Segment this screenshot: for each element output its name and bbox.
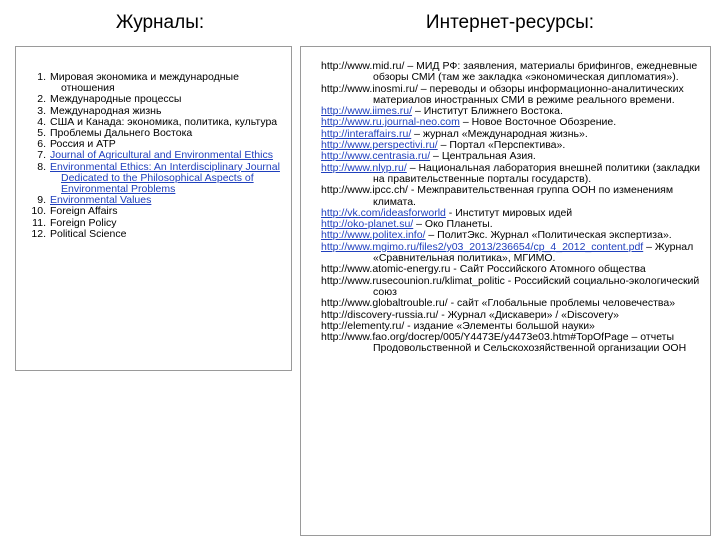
resource-url[interactable]: http://www.iimes.ru/	[321, 105, 413, 118]
resource-url[interactable]: http://www.centrasia.ru/	[321, 150, 431, 163]
resource-description: – Институт Ближнего Востока.	[412, 105, 563, 118]
journals-heading: Журналы:	[115, 12, 205, 33]
resource-list	[321, 61, 701, 355]
journal-title: Международная жизнь	[50, 104, 162, 117]
journal-list	[28, 72, 283, 240]
resource-item	[321, 242, 701, 265]
resource-url[interactable]: http://www.nlyp.ru/	[321, 161, 407, 174]
resource-url: http://www.atomic-energy.ru	[321, 263, 451, 276]
resource-description: – Журнал «Сравнительная политика», МГИМО.	[373, 240, 694, 265]
resource-description: – Око Планеты.	[413, 218, 493, 231]
internet-resources-heading: Интернет-ресурсы:	[425, 12, 595, 33]
resource-description: – Новое Восточное Обозрение.	[459, 116, 617, 129]
journal-item-number: 10.	[31, 205, 46, 218]
journal-title: Россия и АТР	[50, 138, 116, 151]
resource-url[interactable]: http://oko-planet.su/	[321, 218, 414, 231]
journal-title: Foreign Affairs	[50, 205, 118, 218]
resource-url[interactable]: http://www.ru.journal-neo.com	[321, 116, 460, 129]
journal-item-number: 5.	[37, 127, 46, 140]
resource-url: http://www.globaltrouble.ru/	[321, 297, 448, 310]
resource-item	[321, 332, 701, 355]
journal-link[interactable]: Environmental Values	[50, 194, 152, 207]
resource-description: – переводы и обзоры информационно-аналитических материалов иностранных СМИ в режиме реального времени.	[373, 82, 684, 106]
journal-title: Международные процессы	[50, 93, 182, 106]
journal-item-number: 9.	[37, 194, 46, 207]
resources-box	[300, 46, 711, 536]
resource-description: - Журнал «Дискавери» / «Discovery»	[438, 308, 619, 321]
resource-url[interactable]: http://www.mgimo.ru/files2/y03_2013/236654/cp_4_2012_content.pdf	[321, 240, 644, 253]
resource-description: – журнал «Международная жизнь».	[411, 127, 588, 140]
journal-title: Мировая экономика и международные отношения	[50, 71, 239, 95]
resource-url: http://www.ipcc.ch/	[321, 184, 408, 197]
resource-url: http://www.rusecounion.ru/klimat_politic	[321, 274, 505, 287]
resource-item	[321, 163, 701, 186]
journal-item-number: 11.	[32, 216, 46, 229]
journal-item-number: 12.	[31, 227, 46, 240]
resource-url[interactable]: http://www.perspectivi.ru/	[321, 139, 438, 152]
journals-box	[15, 46, 292, 371]
journal-title: Foreign Policy	[50, 216, 117, 229]
resource-url: http://www.inosmi.ru/	[321, 82, 418, 95]
resource-url[interactable]: http://interaffairs.ru/	[321, 127, 412, 140]
journal-item-number: 6.	[37, 138, 46, 151]
resource-description: – отчеты Продовольственной и Сельскохозяйственной организации ООН	[373, 331, 687, 355]
resource-description: – Национальная лаборатория внешней политики (закладки на правительственные порталы государств).	[373, 161, 701, 185]
resource-url: http://www.fao.org/docrep/005/Y4473E/y4473e03.htm#TopOfPage	[321, 331, 629, 344]
resource-description: – Портал «Перспектива».	[437, 139, 566, 152]
journal-item-number: 2.	[37, 93, 46, 106]
resource-description: - Межправительственная группа ООН по изменениям климата.	[373, 184, 674, 208]
resource-description: - издание «Элементы большой науки»	[404, 319, 595, 332]
journal-item-number: 3.	[37, 104, 46, 117]
journal-item	[28, 72, 283, 94]
journal-item-number: 4.	[37, 115, 46, 128]
journal-link[interactable]: Environmental Ethics: An Interdisciplinary Journal Dedicated to the Philosophical Aspects of Environmental Problems	[50, 160, 280, 196]
resource-url: http://elementy.ru/	[321, 319, 405, 332]
resource-description: – МИД РФ: заявления, материалы брифингов, ежедневные обзоры СМИ (там же закладка «экономическая дипломатия»).	[373, 60, 698, 84]
journal-item-number: 7.	[37, 149, 46, 162]
resource-item	[321, 61, 701, 84]
resource-url[interactable]: http://vk.com/ideasforworld	[321, 206, 446, 219]
journal-item[interactable]	[28, 162, 283, 196]
resource-url: http://discovery-russia.ru/	[321, 308, 439, 321]
journal-item-number: 1.	[37, 71, 46, 83]
resource-item	[321, 84, 701, 107]
resource-description: - Институт мировых идей	[445, 206, 573, 219]
resource-description: - Сайт Российского Атомного общества	[450, 263, 646, 276]
journal-item-number: 8.	[37, 160, 46, 173]
resource-description: - сайт «Глобальные проблемы человечества»	[447, 297, 676, 310]
journal-title: США и Канада: экономика, политика, культура	[50, 115, 278, 128]
journal-item	[28, 229, 283, 240]
resource-item	[321, 185, 701, 208]
journal-title: Political Science	[50, 227, 127, 240]
resource-item	[321, 276, 701, 299]
resource-description: – ПолитЭкс. Журнал «Политическая экспертиза».	[425, 229, 672, 242]
resource-description: - Российский социально-экологический союз	[373, 274, 700, 298]
resource-description: – Центральная Азия.	[430, 150, 536, 163]
resource-url: http://www.mid.ru/	[321, 60, 405, 72]
journal-link[interactable]: Journal of Agricultural and Environmental Ethics	[50, 149, 273, 162]
journal-title: Проблемы Дальнего Востока	[50, 127, 193, 140]
resource-url[interactable]: http://www.politex.info/	[321, 229, 426, 242]
